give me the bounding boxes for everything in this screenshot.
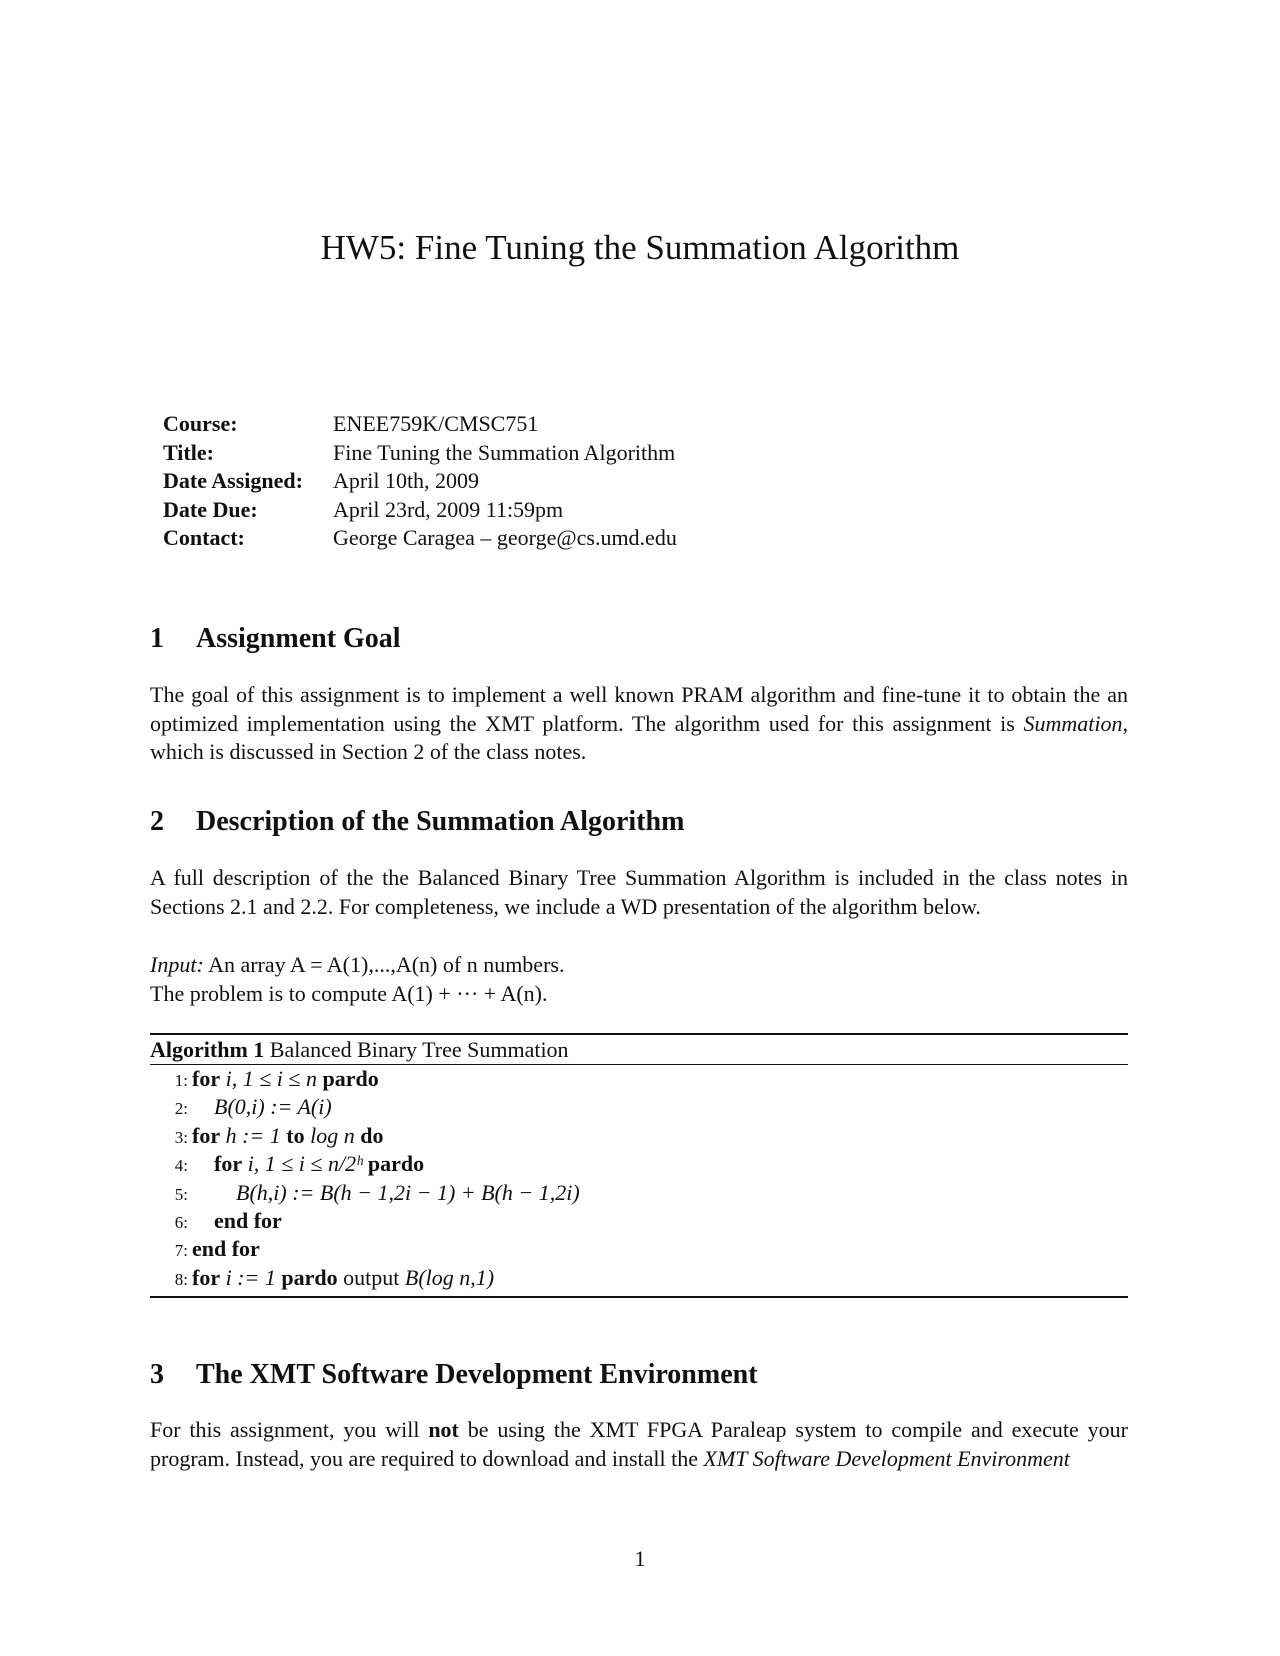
line-content	[192, 1123, 383, 1148]
math-expression: i, 1 ≤ i ≤ n	[220, 1066, 323, 1091]
section-3-paragraph	[150, 1416, 1128, 1473]
algorithm-name: Balanced Binary Tree Summation	[269, 1037, 569, 1062]
line-number: 6:	[174, 1212, 188, 1232]
math-expression: i, 1 ≤ i ≤ n/2ʰ	[242, 1151, 368, 1177]
line-content	[192, 1236, 260, 1261]
paragraph-text: The goal of this assignment is to implement a well known PRAM algorithm and fine-tune it to obtain the an optimized implementation using the XMT platform. The algorithm used for this assignment is	[150, 682, 1128, 736]
algorithm-line	[150, 1235, 1128, 1263]
keyword: do	[360, 1122, 384, 1148]
problem-text: The problem is to compute A(1) + ··· + A(n).	[150, 980, 548, 1006]
bottom-rule	[150, 1296, 1128, 1298]
page-title: HW5: Fine Tuning the Summation Algorithm	[320, 228, 960, 267]
section-number: 2	[150, 806, 164, 837]
algorithm-line	[150, 1207, 1128, 1235]
line-number: 7:	[174, 1241, 188, 1261]
keyword: for	[192, 1066, 221, 1091]
emphasis-text: XMT Software Development Environment	[703, 1445, 1070, 1471]
emphasis-text: Summation	[1023, 710, 1123, 736]
meta-label: Date Assigned:	[163, 468, 303, 493]
line-number: 1:	[174, 1071, 188, 1090]
section-1-paragraph	[150, 681, 1128, 767]
meta-label: Date Due:	[163, 496, 258, 522]
meta-row-date-assigned	[163, 467, 677, 496]
section-title: Assignment Goal	[196, 623, 401, 654]
algorithm-line	[150, 1179, 1128, 1207]
section-heading-assignment-goal	[150, 622, 401, 656]
math-expression: B(log n,1)	[404, 1264, 495, 1290]
meta-label: Contact:	[163, 525, 245, 550]
keyword: to	[286, 1122, 305, 1148]
keyword: for	[192, 1264, 221, 1290]
meta-value: April 10th, 2009	[333, 468, 480, 493]
input-label: Input:	[150, 952, 204, 977]
line-content	[192, 1265, 494, 1290]
input-text: An array A = A(1),...,A(n) of n numbers.	[208, 952, 565, 977]
keyword: end for	[192, 1236, 260, 1262]
algorithm-caption	[150, 1035, 1128, 1065]
math-expression: i := 1	[220, 1264, 282, 1290]
section-number: 3	[150, 1359, 164, 1390]
algorithm-line	[150, 1150, 1128, 1178]
math-expression: h := 1	[220, 1122, 287, 1148]
page-number: 1	[634, 1546, 646, 1571]
paragraph-text: For this assignment, you will	[150, 1417, 429, 1442]
meta-row-course	[163, 410, 677, 439]
line-number: 3:	[174, 1127, 188, 1147]
keyword: pardo	[281, 1264, 338, 1290]
meta-row-contact	[163, 524, 677, 553]
algorithm-line	[150, 1122, 1128, 1150]
meta-label: Course:	[163, 411, 238, 436]
algorithm-line	[150, 1065, 1128, 1093]
algorithm-lines	[150, 1065, 1128, 1292]
algorithm-line	[150, 1264, 1128, 1292]
meta-value: Fine Tuning the Summation Algorithm	[333, 439, 676, 465]
keyword: pardo	[367, 1151, 425, 1177]
algorithm-block	[150, 1033, 1128, 1298]
keyword: for	[192, 1122, 221, 1148]
meta-value: ENEE759K/CMSC751	[333, 411, 539, 436]
assignment-info-table	[163, 410, 677, 553]
section-2-paragraph: A full description of the the Balanced Binary Tree Summation Algorithm is included in the class notes in Sections 2.1 and 2.2. For completeness, we include a WD presentation of the algorithm below.	[150, 865, 1128, 919]
meta-row-title	[163, 439, 677, 468]
line-number: 5:	[174, 1184, 188, 1204]
section-number: 1	[150, 623, 164, 654]
line-number: 4:	[174, 1156, 188, 1176]
meta-value: George Caragea – george@cs.umd.edu	[333, 525, 677, 550]
paragraph-text: be using the XMT FPGA Paraleap system to compile and execute your program. Instead, you are required to download and install the	[150, 1417, 1128, 1471]
line-content	[192, 1094, 332, 1119]
section-title: Description of the Summation Algorithm	[196, 806, 685, 837]
math-expression: B(0,i) := A(i)	[214, 1094, 332, 1120]
line-number: 8:	[174, 1269, 188, 1289]
math-expression: B(h,i) := B(h − 1,2i − 1) + B(h − 1,2i)	[236, 1179, 580, 1205]
algorithm-label: Algorithm 1	[150, 1037, 265, 1062]
math-expression: log n	[304, 1122, 361, 1148]
section-heading-description	[150, 805, 684, 839]
line-content	[192, 1066, 379, 1091]
meta-value: April 23rd, 2009 11:59pm	[333, 496, 564, 522]
line-content	[192, 1151, 424, 1176]
meta-row-date-due	[163, 496, 677, 525]
keyword: for	[214, 1151, 243, 1177]
line-content	[192, 1208, 282, 1233]
algorithm-line	[150, 1093, 1128, 1121]
line-content	[192, 1180, 580, 1205]
input-statement	[150, 951, 1128, 1008]
keyword: pardo	[322, 1066, 379, 1091]
section-title: The XMT Software Development Environment	[196, 1359, 758, 1390]
line-number: 2:	[174, 1099, 188, 1119]
paragraph-text: , which is discussed in Section 2 of the class notes.	[150, 710, 1128, 764]
keyword: end for	[214, 1207, 282, 1233]
meta-label: Title:	[163, 439, 214, 465]
section-heading-xmt-environment	[150, 1358, 758, 1392]
bold-text: not	[428, 1417, 459, 1442]
code-text: output	[337, 1264, 405, 1290]
